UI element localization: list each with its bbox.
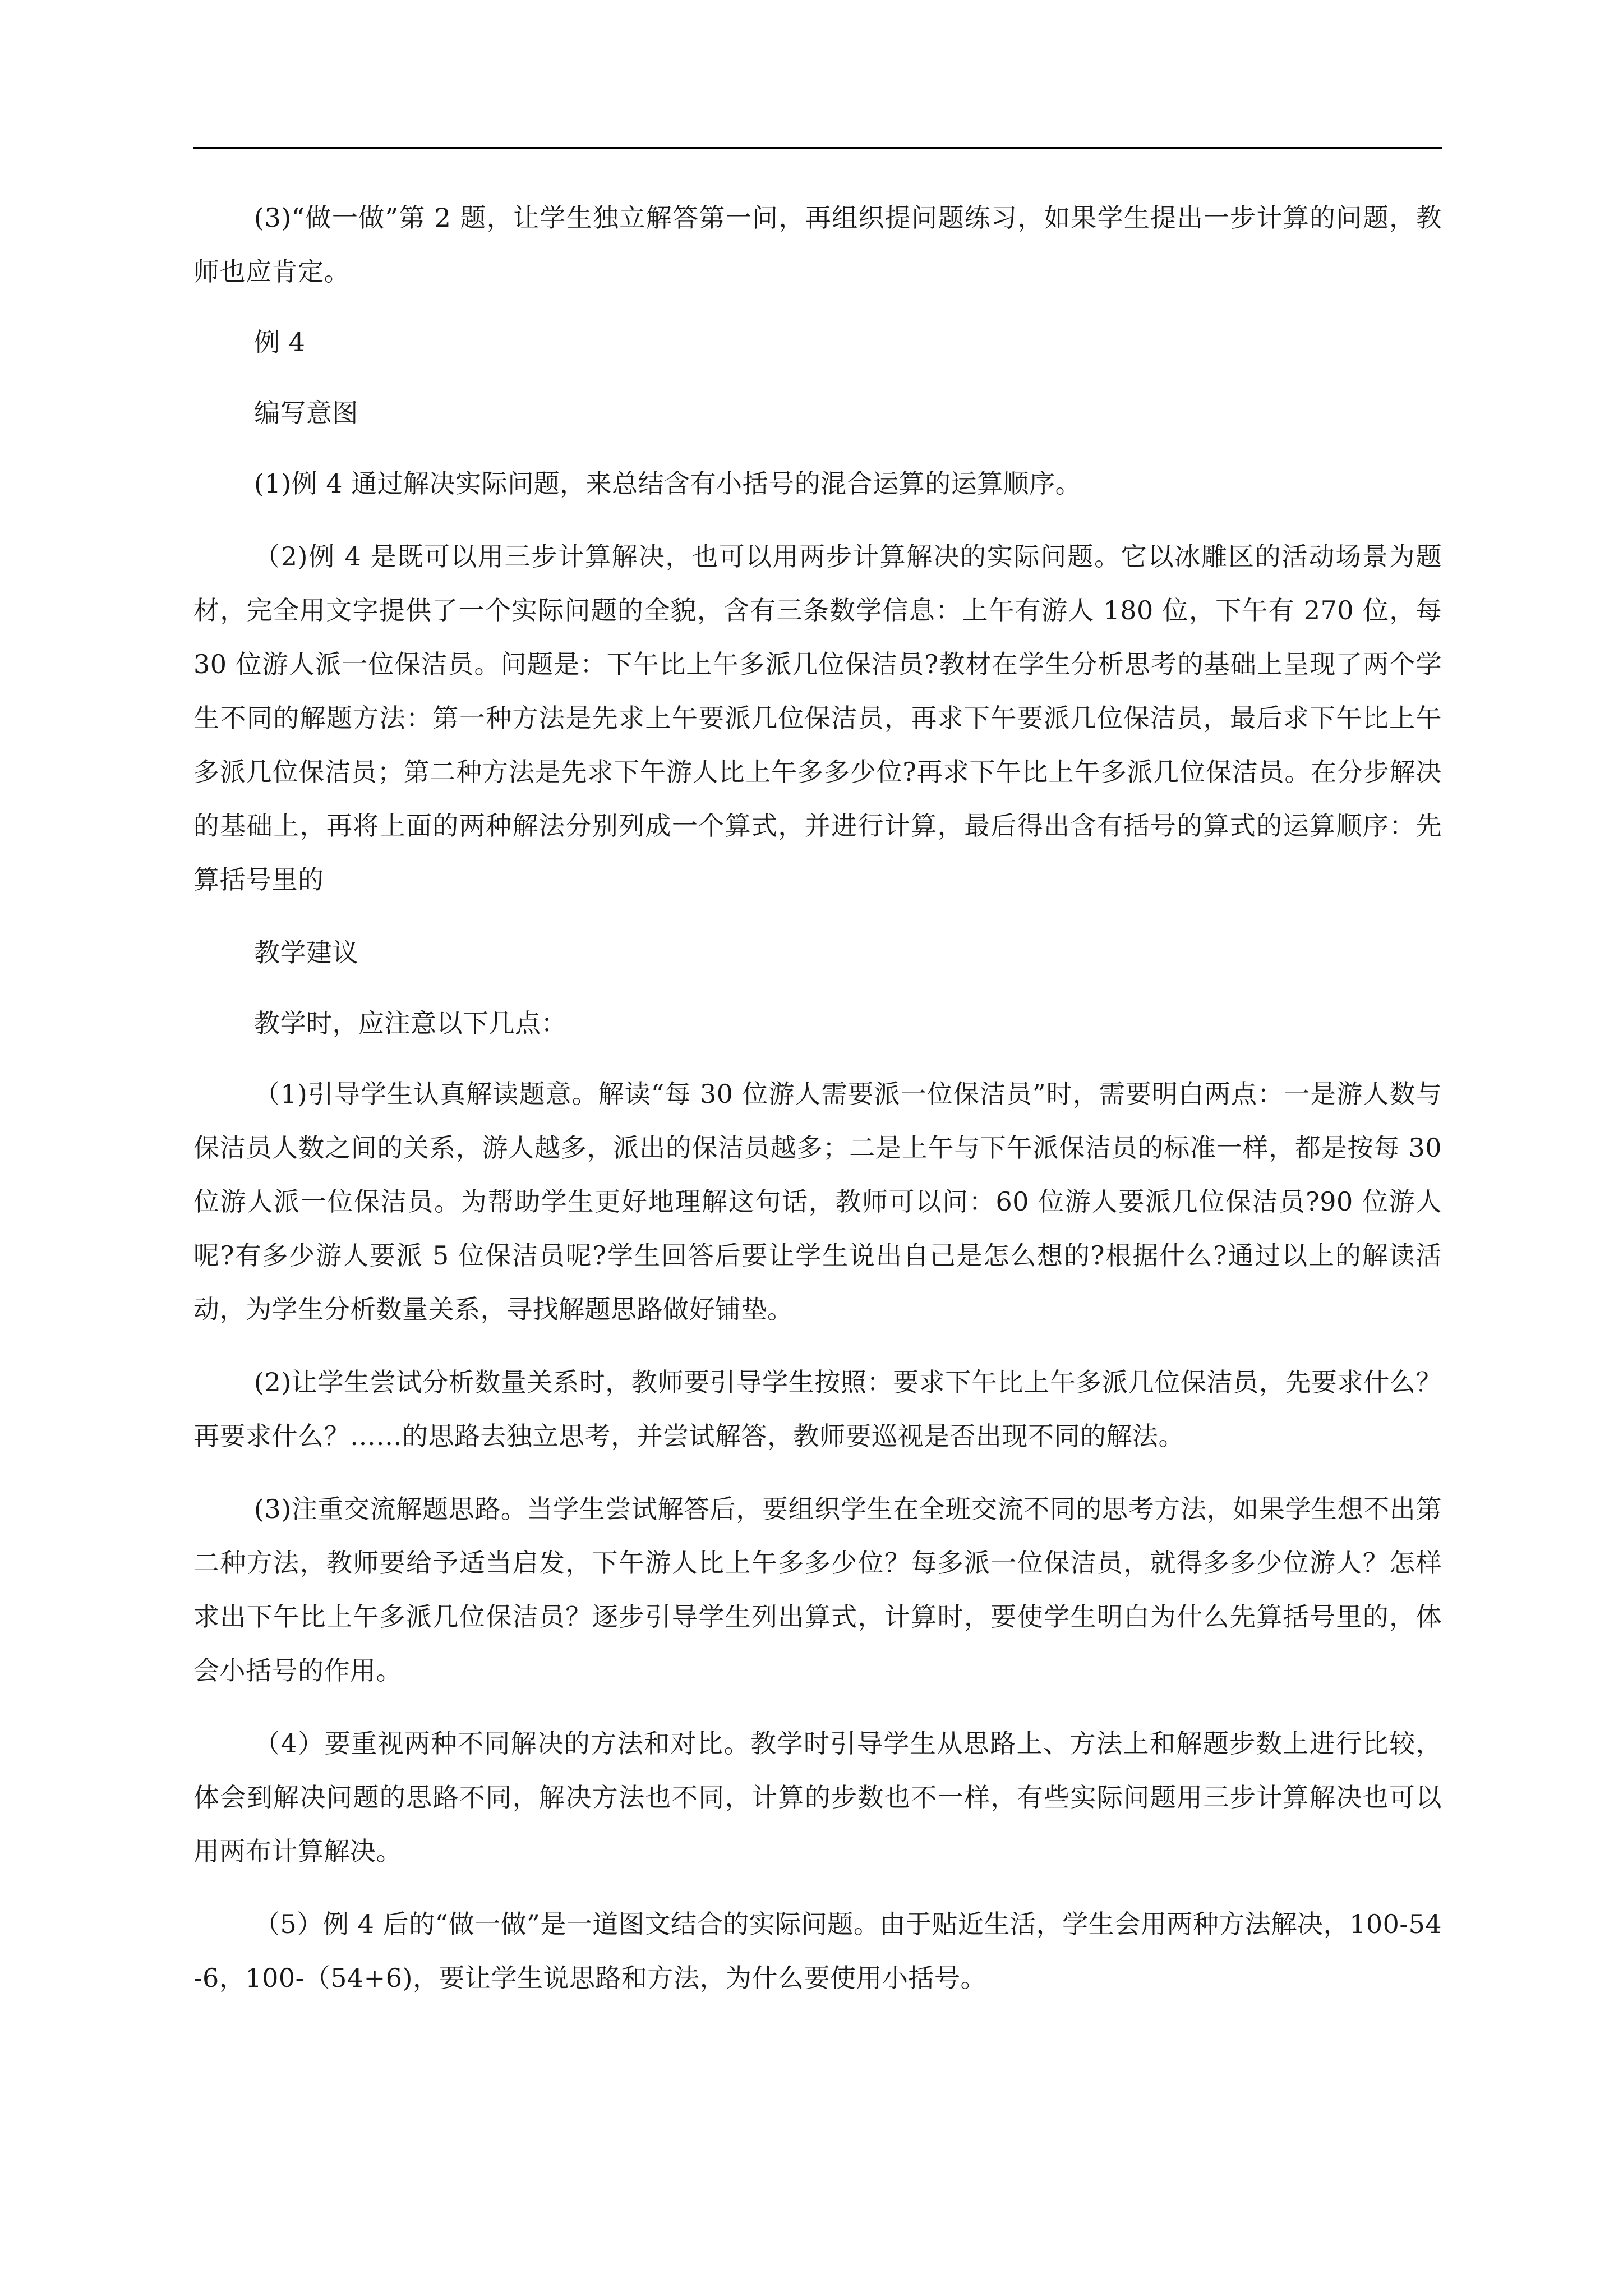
document-body bbox=[193, 191, 1442, 2005]
paragraph-intent-2: （2)例 4 是既可以用三步计算解决，也可以用两步计算解决的实际问题。它以冰雕区的活动场景为题材，完全用文字提供了一个实际问题的全貌，含有三条数学信息：上午有游人 180 位，下午有 270 位，每 30 位游人派一位保洁员。问题是：下午比上午多派几位保洁员?教材在学生分析思考的基础上呈现了两个学生不同的解题方法：第一种方法是先求上午要派几位保洁员，再求下午要派几位保洁员，最后求下午比上午多派几位保洁员；第二种方法是先求下午游人比上午多多少位?再求下午比上午多派几位保洁员。在分步解决的基础上，再将上面的两种解法分别列成一个算式，并进行计算，最后得出含有括号的算式的运算顺序：先算括号里的 bbox=[193, 541, 1442, 895]
paragraph-suggestion-5: （5）例 4 后的“做一做”是一道图文结合的实际问题。由于贴近生活，学生会用两种方法解决，100-54-6，100-（54+6)，要让学生说思路和方法，为什么要使用小括号。 bbox=[193, 1909, 1442, 1993]
section-heading-teaching-suggestions: 教学建议 bbox=[254, 937, 358, 968]
paragraph-suggestion-4: （4）要重视两种不同解决的方法和对比。教学时引导学生从思路上、方法上和解题步数上进行比较，体会到解决问题的思路不同，解决方法也不同，计算的步数也不一样，有些实际问题用三步计算解决也可以用两布计算解决。 bbox=[193, 1728, 1442, 1866]
header-rule bbox=[193, 147, 1442, 149]
paragraph-suggestion-3: (3)注重交流解题思路。当学生尝试解答后，要组织学生在全班交流不同的思考方法，如果学生想不出第二种方法，教师要给予适当启发，下午游人比上午多多少位？每多派一位保洁员，就得多多少位游人？怎样求出下午比上午多派几位保洁员？逐步引导学生列出算式，计算时，要使学生明白为什么先算括号里的，体会小括号的作用。 bbox=[193, 1494, 1442, 1686]
section-heading-example-4: 例 4 bbox=[254, 327, 306, 357]
section-heading-writing-intent: 编写意图 bbox=[254, 398, 358, 428]
paragraph-intent-1: (1)例 4 通过解决实际问题，来总结含有小括号的混合运算的运算顺序。 bbox=[254, 468, 1082, 499]
paragraph-exercise-3: (3)“做一做”第 2 题，让学生独立解答第一问，再组织提问题练习，如果学生提出一步计算的问题，教师也应肯定。 bbox=[193, 203, 1442, 287]
paragraph-suggestion-1: （1)引导学生认真解读题意。解读“每 30 位游人需要派一位保洁员”时，需要明白两点：一是游人数与保洁员人数之间的关系，游人越多，派出的保洁员越多；二是上午与下午派保洁员的标准一样，都是按每 30 位游人派一位保洁员。为帮助学生更好地理解这句话，教师可以问：60 位游人要派几位保洁员?90 位游人呢?有多少游人要派 5 位保洁员呢?学生回答后要让学生说出自己是怎么想的?根据什么?通过以上的解读活动，为学生分析数量关系，寻找解题思路做好铺垫。 bbox=[193, 1079, 1442, 1324]
paragraph-suggestion-2: (2)让学生尝试分析数量关系时，教师要引导学生按照：要求下午比上午多派几位保洁员，先要求什么？再要求什么？……的思路去独立思考，并尝试解答，教师要巡视是否出现不同的解法。 bbox=[193, 1367, 1442, 1451]
paragraph-teaching-intro: 教学时，应注意以下几点： bbox=[254, 1008, 567, 1038]
